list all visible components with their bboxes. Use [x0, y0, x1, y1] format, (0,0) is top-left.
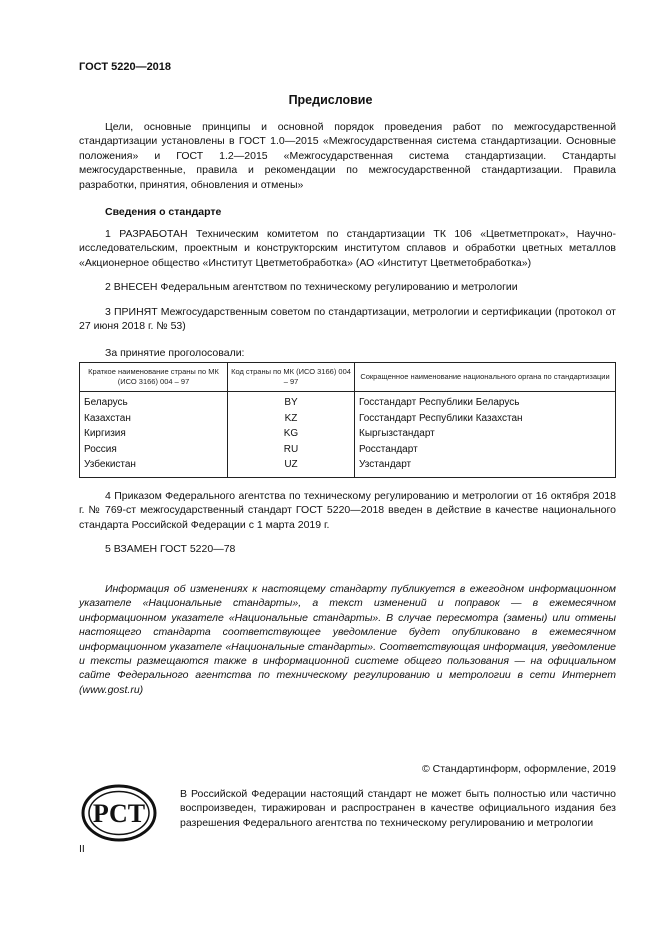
table-row	[80, 392, 616, 411]
cell-code: RU	[228, 442, 355, 458]
table-row	[80, 457, 616, 477]
cell-code: KZ	[228, 411, 355, 427]
cell-body: Кыргызстандарт	[355, 426, 616, 442]
header-country-code: Код страны по МК (ИСО 3166) 004 – 97	[228, 363, 355, 392]
header-standards-body: Сокращенное наименование национального органа по стандартизации	[355, 363, 616, 392]
cell-country: Россия	[80, 442, 228, 458]
item-5	[79, 542, 616, 556]
table-row	[80, 426, 616, 442]
cell-country: Узбекистан	[80, 457, 228, 477]
cell-body: Росстандарт	[355, 442, 616, 458]
table-header-row	[80, 363, 616, 392]
cell-country: Казахстан	[80, 411, 228, 427]
section-heading	[79, 205, 616, 219]
cell-country: Беларусь	[80, 392, 228, 411]
document-id-header: ГОСТ 5220—2018	[79, 61, 172, 73]
footer-note	[180, 787, 616, 830]
item-1-text: 1 РАЗРАБОТАН Техническим комитетом по стандартизации ТК 106 «Цветметпрокат», Научно-исследовательским, проектным и конструкторским институтом сплавов и обработки цветных металлов «Акционерное общество «Институт Цветметобработка» (АО «Институт Цветметобработка»)	[79, 228, 616, 269]
intro-text: Цели, основные принципы и основной порядок проведения работ по межгосударственной стандартизации установлены в ГОСТ 1.0—2015 «Межгосударственная система стандартизации. Основные положения» и ГОСТ 1.2—2015 «Межгосударственная система стандартизации. Стандарты межгосударственные, правила и рекомендации по межгосударственной стандартизации. Правила разработки, принятия, обновления и отмены»	[79, 121, 616, 191]
copyright: © Стандартинформ, оформление, 2019	[421, 763, 616, 775]
table-row	[80, 411, 616, 427]
footer-note-text: В Российской Федерации настоящий стандарт не может быть полностью или частично воспроизведен, тиражирован и распространен в качестве официального издания без разрешения Федерального агентства по техническому регулированию и метрологии	[180, 788, 616, 829]
item-3	[79, 305, 616, 334]
section-heading-text: Сведения о стандарте	[105, 206, 222, 218]
cell-code: KG	[228, 426, 355, 442]
item-3-text: 3 ПРИНЯТ Межгосударственным советом по стандартизации, метрологии и сертификации (протокол от 27 июня 2018 г. № 53)	[79, 306, 616, 333]
info-notice-text: Информация об изменениях к настоящему стандарту публикуется в ежегодном информационном указателе «Национальные стандарты», а текст изменений и поправок — в ежемесячном информационном указателе «Национальные стандарты». В случае пересмотра (замены) или отмены настоящего стандарта соответствующее уведомление будет опубликовано в ежемесячном информационном указателе «Национальные стандарты». Соответствующая информация, уведомление и тексты размещаются также в информационной системе общего пользования — на официальном сайте Федерального агентства по техническому регулированию и метрологии в сети Интернет (www.gost.ru)	[79, 583, 616, 696]
item-5-text: 5 ВЗАМЕН ГОСТ 5220—78	[105, 543, 236, 555]
intro-paragraph	[79, 120, 616, 192]
rst-logo-icon	[81, 783, 157, 843]
item-4	[79, 489, 616, 532]
vote-label	[79, 346, 616, 360]
cell-code: UZ	[228, 457, 355, 477]
vote-label-text: За принятие проголосовали:	[105, 347, 245, 359]
item-2-text: 2 ВНЕСЕН Федеральным агентством по техническому регулированию и метрологии	[105, 281, 518, 293]
rst-logo-text: РСТ	[92, 799, 146, 828]
item-4-text: 4 Приказом Федерального агентства по техническому регулированию и метрологии от 16 октября 2018 г. № 769-ст межгосударственный стандарт ГОСТ 5220—2018 введен в действие в качестве национального стандарта Российской Федерации с 1 марта 2019 г.	[79, 490, 616, 531]
voting-table	[79, 362, 616, 478]
cell-code: BY	[228, 392, 355, 411]
page-title: Предисловие	[288, 93, 373, 107]
item-2	[79, 280, 616, 294]
info-notice	[79, 582, 616, 697]
item-1	[79, 227, 616, 270]
table-row	[80, 442, 616, 458]
cell-body: Узстандарт	[355, 457, 616, 477]
cell-body: Госстандарт Республики Беларусь	[355, 392, 616, 411]
cell-country: Киргизия	[80, 426, 228, 442]
header-country-name: Краткое наименование страны по МК (ИСО 3166) 004 – 97	[80, 363, 228, 392]
rst-logo	[81, 783, 157, 843]
page-number: II	[79, 843, 85, 855]
cell-body: Госстандарт Республики Казахстан	[355, 411, 616, 427]
